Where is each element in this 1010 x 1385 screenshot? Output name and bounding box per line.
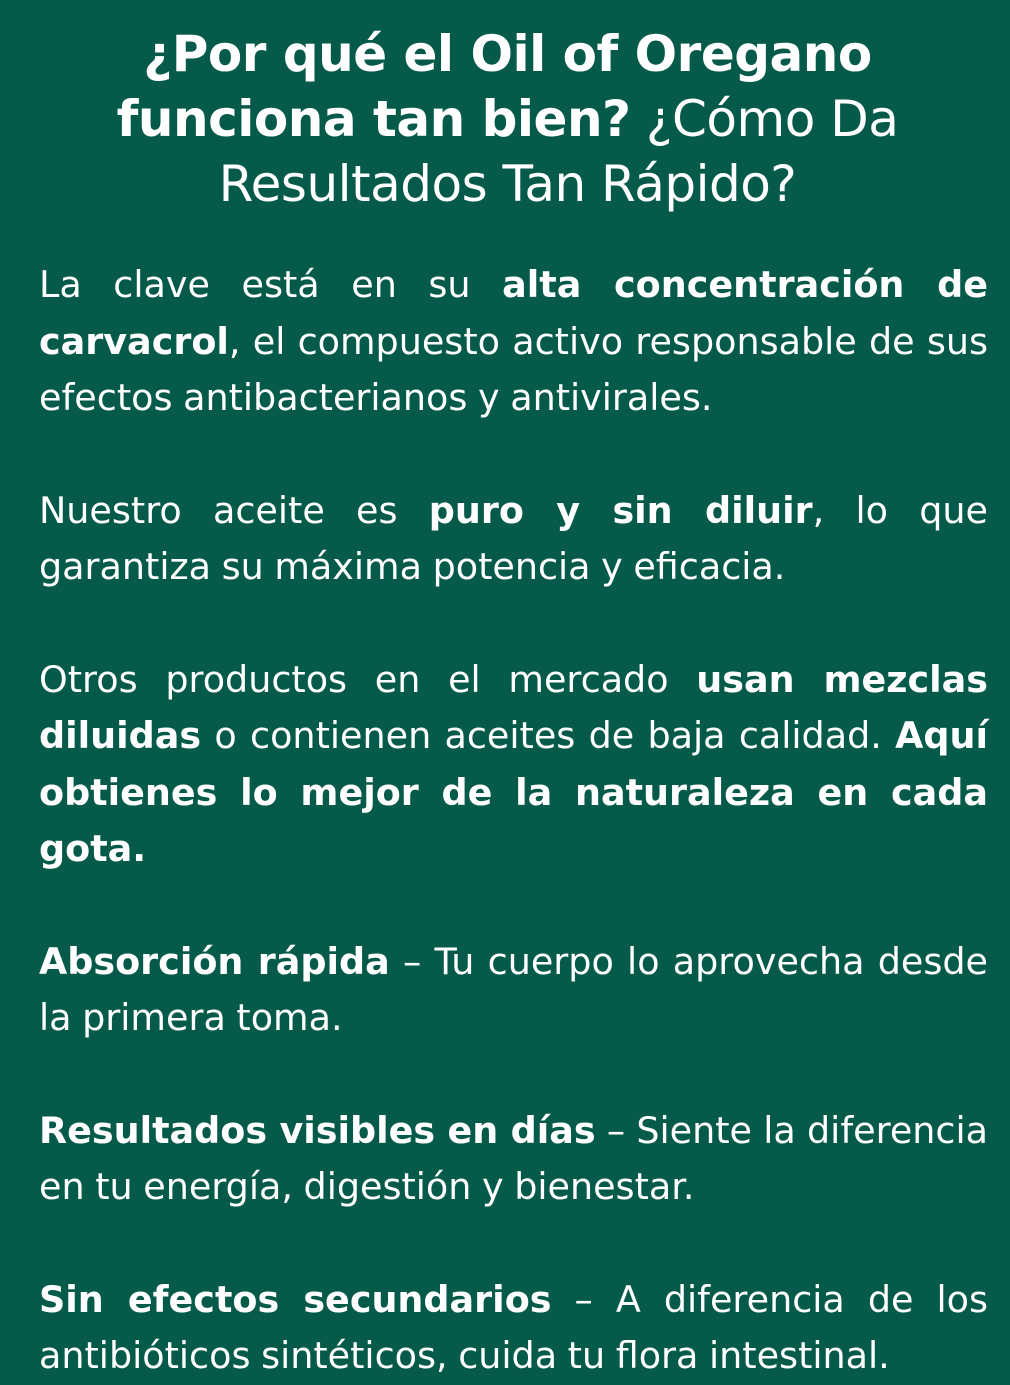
headline [39,22,988,217]
benefit-results [39,1103,988,1216]
benefit-title: Sin efectos secundarios [39,1277,552,1321]
paragraph-highlight: puro y sin diluir [428,488,813,532]
paragraph-lead: Otros productos en el mercado [39,657,697,701]
benefit-absorption [39,934,988,1047]
paragraph-comparison [39,652,988,878]
benefit-title: Absorción rápida [39,939,390,983]
headline-regular: ¿Cómo Da Resultados Tan Rápido? [218,90,899,213]
paragraph-rest: , el compuesto activo responsable de sus efectos antibacterianos y antivirales. [39,319,988,419]
benefit-description: – Siente la diferencia en tu energía, digestión y bienestar. [39,1108,988,1208]
paragraph-rest: o contienen aceites de baja calidad. [201,714,896,757]
paragraph-lead: La clave está en su [39,263,503,306]
benefit-no-side-effects [39,1272,988,1385]
paragraph-highlight: alta concentración de carvacrol [39,263,988,363]
body-text [39,257,988,1385]
paragraph-rest: , lo que garantiza su máxima potencia y eficacia. [39,488,988,588]
benefit-title: Resultados visibles en días [39,1108,596,1152]
paragraph-highlight-closing: Aquí obtienes lo mejor de la naturaleza en cada gota. [39,714,988,870]
headline-bold: ¿Por qué el Oil of Oregano funciona tan bien? [116,25,872,148]
benefit-description: – A diferencia de los antibióticos sintéticos, cuida tu flora intestinal. [39,1277,988,1377]
benefit-description: – Tu cuerpo lo aprovecha desde la primera toma. [39,939,988,1039]
paragraph-carvacrol [39,257,988,427]
paragraph-highlight: usan mezclas diluidas [39,657,988,757]
paragraph-purity [39,483,988,596]
paragraph-lead: Nuestro aceite es [39,488,429,532]
